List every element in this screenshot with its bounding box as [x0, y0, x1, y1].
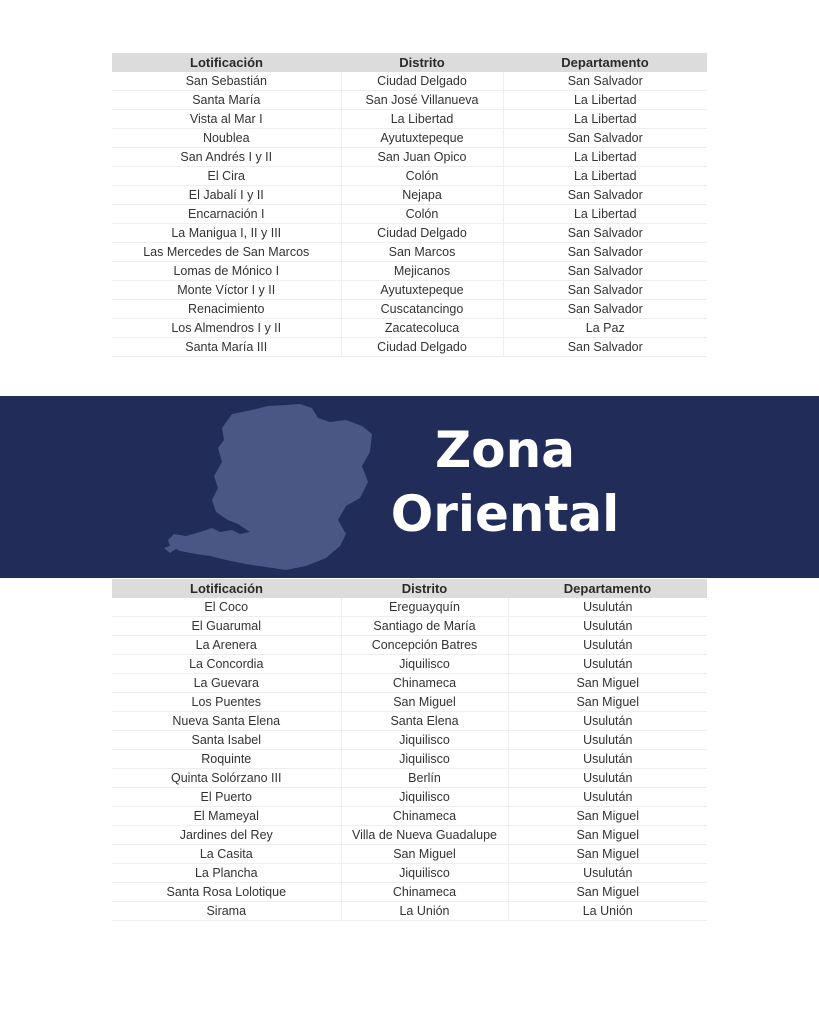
- column-header-departamento: Departamento: [508, 579, 707, 598]
- cell-distrito: Santa Elena: [341, 712, 508, 731]
- cell-lotificacion: Santa María: [112, 91, 341, 110]
- banner-title-line2: Oriental: [390, 485, 620, 543]
- cell-lotificacion: La Concordia: [112, 655, 341, 674]
- cell-distrito: Zacatecoluca: [341, 319, 503, 338]
- table-row: [112, 769, 707, 788]
- cell-lotificacion: La Guevara: [112, 674, 341, 693]
- cell-distrito: Cuscatancingo: [341, 300, 503, 319]
- cell-departamento: San Salvador: [503, 186, 707, 205]
- table-row: [112, 655, 707, 674]
- cell-lotificacion: La Arenera: [112, 636, 341, 655]
- banner-title-line1: Zona: [435, 421, 575, 479]
- cell-lotificacion: Roquinte: [112, 750, 341, 769]
- table-row: [112, 598, 707, 617]
- cell-lotificacion: Monte Víctor I y II: [112, 281, 341, 300]
- cell-lotificacion: San Sebastián: [112, 72, 341, 91]
- cell-distrito: Ciudad Delgado: [341, 224, 503, 243]
- cell-distrito: San Miguel: [341, 845, 508, 864]
- cell-lotificacion: Sirama: [112, 902, 341, 921]
- table-row: [112, 205, 707, 224]
- column-header-distrito: Distrito: [341, 53, 503, 72]
- column-header-distrito: Distrito: [341, 579, 508, 598]
- cell-lotificacion: El Puerto: [112, 788, 341, 807]
- cell-distrito: Ciudad Delgado: [341, 338, 503, 357]
- cell-lotificacion: El Coco: [112, 598, 341, 617]
- cell-distrito: Jiquilisco: [341, 731, 508, 750]
- cell-departamento: San Miguel: [508, 674, 707, 693]
- cell-distrito: Ereguayquín: [341, 598, 508, 617]
- cell-distrito: Mejicanos: [341, 262, 503, 281]
- table-row: [112, 845, 707, 864]
- cell-lotificacion: Santa Isabel: [112, 731, 341, 750]
- cell-lotificacion: Noublea: [112, 129, 341, 148]
- cell-distrito: Jiquilisco: [341, 864, 508, 883]
- cell-distrito: Colón: [341, 167, 503, 186]
- cell-lotificacion: Renacimiento: [112, 300, 341, 319]
- cell-lotificacion: Vista al Mar I: [112, 110, 341, 129]
- cell-distrito: San Marcos: [341, 243, 503, 262]
- table-row: [112, 693, 707, 712]
- cell-lotificacion: Nueva Santa Elena: [112, 712, 341, 731]
- cell-distrito: Villa de Nueva Guadalupe: [341, 826, 508, 845]
- cell-departamento: La Libertad: [503, 148, 707, 167]
- table-row: [112, 826, 707, 845]
- cell-departamento: San Miguel: [508, 807, 707, 826]
- lotificaciones-table-top: [112, 53, 707, 357]
- cell-departamento: La Libertad: [503, 110, 707, 129]
- cell-departamento: San Miguel: [508, 845, 707, 864]
- cell-distrito: Chinameca: [341, 883, 508, 902]
- table-row: [112, 224, 707, 243]
- cell-departamento: San Miguel: [508, 693, 707, 712]
- cell-departamento: Usulután: [508, 598, 707, 617]
- cell-departamento: San Salvador: [503, 300, 707, 319]
- table-row: [112, 712, 707, 731]
- table-row: [112, 186, 707, 205]
- table-row: [112, 129, 707, 148]
- cell-lotificacion: San Andrés I y II: [112, 148, 341, 167]
- cell-lotificacion: Los Puentes: [112, 693, 341, 712]
- cell-lotificacion: Encarnación I: [112, 205, 341, 224]
- lotificaciones-table-bottom: [112, 579, 707, 921]
- cell-distrito: Santiago de María: [341, 617, 508, 636]
- cell-distrito: Concepción Batres: [341, 636, 508, 655]
- cell-departamento: San Salvador: [503, 224, 707, 243]
- cell-departamento: Usulután: [508, 712, 707, 731]
- cell-departamento: Usulután: [508, 769, 707, 788]
- cell-departamento: La Unión: [508, 902, 707, 921]
- table-row: [112, 636, 707, 655]
- column-header-departamento: Departamento: [503, 53, 707, 72]
- cell-lotificacion: Santa María III: [112, 338, 341, 357]
- cell-lotificacion: El Cira: [112, 167, 341, 186]
- cell-departamento: Usulután: [508, 655, 707, 674]
- cell-departamento: La Paz: [503, 319, 707, 338]
- table-row: [112, 300, 707, 319]
- cell-departamento: Usulután: [508, 731, 707, 750]
- table-row: [112, 883, 707, 902]
- cell-distrito: San Juan Opico: [341, 148, 503, 167]
- cell-lotificacion: La Manigua I, II y III: [112, 224, 341, 243]
- cell-distrito: Chinameca: [341, 807, 508, 826]
- cell-distrito: Chinameca: [341, 674, 508, 693]
- cell-lotificacion: El Guarumal: [112, 617, 341, 636]
- table-row: [112, 167, 707, 186]
- cell-distrito: San José Villanueva: [341, 91, 503, 110]
- cell-departamento: San Salvador: [503, 262, 707, 281]
- cell-distrito: Jiquilisco: [341, 655, 508, 674]
- table-row: [112, 262, 707, 281]
- cell-lotificacion: La Plancha: [112, 864, 341, 883]
- table-row: [112, 243, 707, 262]
- map-shape: [168, 404, 372, 570]
- cell-distrito: Nejapa: [341, 186, 503, 205]
- cell-departamento: Usulután: [508, 636, 707, 655]
- cell-lotificacion: Los Almendros I y II: [112, 319, 341, 338]
- cell-departamento: San Salvador: [503, 338, 707, 357]
- cell-lotificacion: El Jabalí I y II: [112, 186, 341, 205]
- cell-departamento: San Salvador: [503, 72, 707, 91]
- banner-title: [380, 418, 630, 546]
- table-row: [112, 319, 707, 338]
- cell-departamento: San Salvador: [503, 243, 707, 262]
- cell-distrito: La Libertad: [341, 110, 503, 129]
- cell-lotificacion: Santa Rosa Lolotique: [112, 883, 341, 902]
- cell-distrito: Berlín: [341, 769, 508, 788]
- table-header-row: [112, 579, 707, 598]
- cell-distrito: Jiquilisco: [341, 788, 508, 807]
- cell-distrito: Ciudad Delgado: [341, 72, 503, 91]
- table-row: [112, 731, 707, 750]
- cell-departamento: La Libertad: [503, 167, 707, 186]
- cell-departamento: Usulután: [508, 617, 707, 636]
- cell-departamento: San Salvador: [503, 129, 707, 148]
- cell-lotificacion: Lomas de Mónico I: [112, 262, 341, 281]
- table-header-row: [112, 53, 707, 72]
- cell-lotificacion: Jardines del Rey: [112, 826, 341, 845]
- cell-lotificacion: El Mameyal: [112, 807, 341, 826]
- cell-departamento: La Libertad: [503, 91, 707, 110]
- cell-lotificacion: Quinta Solórzano III: [112, 769, 341, 788]
- table-row: [112, 338, 707, 357]
- cell-distrito: Ayutuxtepeque: [341, 281, 503, 300]
- cell-departamento: La Libertad: [503, 205, 707, 224]
- table-row: [112, 91, 707, 110]
- cell-departamento: Usulután: [508, 750, 707, 769]
- table-row: [112, 72, 707, 91]
- cell-departamento: San Miguel: [508, 826, 707, 845]
- table-row: [112, 902, 707, 921]
- cell-departamento: San Salvador: [503, 281, 707, 300]
- cell-departamento: Usulután: [508, 864, 707, 883]
- table-row: [112, 148, 707, 167]
- table-row: [112, 674, 707, 693]
- column-header-lotificacion: Lotificación: [112, 579, 341, 598]
- table-row: [112, 617, 707, 636]
- cell-distrito: Jiquilisco: [341, 750, 508, 769]
- cell-departamento: Usulután: [508, 788, 707, 807]
- table-row: [112, 281, 707, 300]
- cell-distrito: Colón: [341, 205, 503, 224]
- table-row: [112, 788, 707, 807]
- cell-lotificacion: Las Mercedes de San Marcos: [112, 243, 341, 262]
- cell-distrito: Ayutuxtepeque: [341, 129, 503, 148]
- cell-departamento: San Miguel: [508, 883, 707, 902]
- table-row: [112, 110, 707, 129]
- cell-distrito: San Miguel: [341, 693, 508, 712]
- table-row: [112, 807, 707, 826]
- table-row: [112, 750, 707, 769]
- column-header-lotificacion: Lotificación: [112, 53, 341, 72]
- zona-oriental-banner: [0, 396, 819, 578]
- cell-distrito: La Unión: [341, 902, 508, 921]
- cell-lotificacion: La Casita: [112, 845, 341, 864]
- table-row: [112, 864, 707, 883]
